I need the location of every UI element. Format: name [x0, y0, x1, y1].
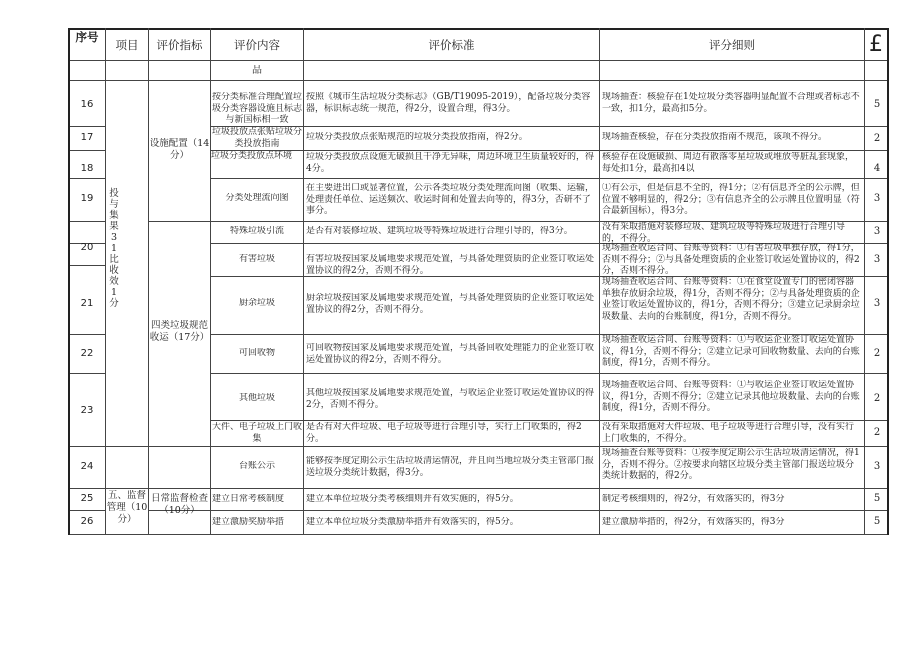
- row-content: 垃圾分类投放点环境: [211, 151, 293, 161]
- row-standard: 厨余垃圾按国家及属地要求规范处置，与具备处理资质的企业签订收运处置协议的得2分，否则不得分。: [306, 293, 595, 315]
- header-standard: 评价标准: [428, 38, 475, 52]
- row-divider: [210, 178, 888, 179]
- row-detail: 现场抽查核验，存在分类投放指南不规范，该项不得分。: [602, 132, 828, 142]
- row-content: 建立激励奖励举措: [212, 517, 285, 527]
- row-detail: 现场抽查收运合同、台账等资料：①与收运企业签订收运处置协议，得1分，否则不得分；②建立记录可回收物数量、去向的台账制度，得1分，否则不得分。: [602, 335, 860, 368]
- row-score: 5: [873, 493, 881, 504]
- row-divider: [210, 150, 888, 151]
- row-divider: [68, 488, 888, 489]
- row-score: 2: [873, 427, 881, 438]
- row-divider: [210, 373, 888, 374]
- row-standard: 能够按季度定期公示生活垃圾清运情况，并且向当地垃圾分类主管部门报送垃圾分类统计数据，得3分。: [306, 456, 595, 478]
- row-content: 分类处理流向图: [225, 193, 289, 203]
- row-content: 大件、电子垃圾上门收集: [212, 422, 302, 444]
- row-divider: [210, 126, 888, 127]
- continued-fragment: 品: [252, 65, 262, 76]
- row-content: 台账公示: [238, 461, 275, 471]
- row-content: 其他垃圾: [238, 393, 275, 403]
- row-detail: 制定考核细则的，得2分，有效落实的，得3分: [602, 494, 785, 504]
- row-score: 3: [873, 298, 881, 309]
- row-number: 17: [80, 132, 94, 143]
- row-number: 18: [80, 163, 94, 174]
- row-score: 2: [873, 393, 881, 404]
- row-divider: [148, 510, 888, 511]
- row-detail: ①有公示，但是信息不全的，得1分；②有信息齐全的公示牌，但位置不够明显的，得2分；③有信息齐全的公示牌且位置明显（符合最新国标），得3分。: [602, 183, 860, 216]
- project-collection: 投与集果 31 比 收 效 1分: [109, 188, 119, 309]
- header-item: 项目: [115, 38, 139, 52]
- row-number: 21: [80, 298, 94, 309]
- row-content: 垃圾投放点张贴垃圾分类投放指南: [212, 127, 302, 149]
- row-detail: 建立激励举措的，得2分，有效落实的，得3分: [602, 517, 785, 527]
- row-score: 4: [873, 163, 881, 174]
- row-standard: 垃圾分类投放点张贴规范的垃圾分类投放指南，得2分。: [306, 132, 528, 142]
- row-score: 5: [873, 99, 881, 110]
- row-divider: [68, 510, 105, 511]
- row-standard: 可回收物按国家及属地要求规范处置，与具备回收处理能力的企业签订收运处置协议的得2分，否则不得分。: [306, 343, 595, 365]
- row-detail: 没有采取措施对装修垃圾、建筑垃圾等特殊垃圾进行合理引导的，不得分。: [602, 222, 846, 244]
- header-divider: [68, 60, 888, 61]
- project-supervision: 五、监督管理（10分）: [106, 490, 148, 525]
- col-divider: [105, 28, 106, 535]
- row-score: 3: [873, 226, 881, 237]
- row-divider: [68, 334, 105, 335]
- row-divider: [68, 178, 105, 179]
- row-standard: 在主要进出口或显著位置，公示各类垃圾分类处理流向图（收集、运输，处理责任单位、运送频次、收运时间和处置去向等的，得3分，否研不了事分。: [306, 183, 595, 216]
- row-content: 可回收物: [238, 348, 275, 358]
- row-number: 24: [80, 461, 94, 472]
- header-score: £: [869, 32, 883, 57]
- col-divider: [599, 28, 600, 535]
- row-score: 3: [873, 461, 881, 472]
- row-divider: [68, 265, 105, 266]
- row-detail: 现场抽查：核验存在1处垃圾分类容器明显配置不合理或者标志不一致，扣1分，最高扣5分。: [602, 92, 860, 114]
- row-divider: [68, 80, 888, 81]
- table-border-bottom: [68, 534, 888, 535]
- header-content: 评价内容: [234, 38, 280, 52]
- row-detail: 核验存在设施破损、周边有散落零星垃圾或堆放等脏乱套现象，每处扣1分，最高扣4以: [602, 152, 855, 174]
- table-border-top: [68, 28, 888, 30]
- row-score: 3: [873, 193, 881, 204]
- row-divider: [210, 420, 888, 421]
- row-content: 有害垃圾: [238, 254, 275, 264]
- row-standard: 是否有对大件垃圾、电子垃圾等进行合理引导，实行上门收集的，得2分。: [306, 422, 582, 444]
- row-divider: [68, 446, 888, 447]
- header-detail: 评分细则: [709, 38, 755, 52]
- row-standard: 是否有对装修垃圾、建筑垃圾等特殊垃圾进行合理引导的，得3分。: [306, 226, 573, 236]
- row-content: 建立日常考核制度: [212, 494, 285, 504]
- row-content: 特殊垃圾引流: [229, 226, 284, 236]
- row-detail: 现场抽查收运合同、台账等资料：①与收运企业签订收运处置协议，得1分，否则不得分；②建立记录其他垃圾数量、去向的台账制度，得1分，否则不得分。: [602, 380, 860, 413]
- row-number: 16: [80, 99, 94, 110]
- row-content: 厨余垃圾: [238, 298, 275, 308]
- indicator-facility: 设施配置（14分）: [149, 138, 210, 161]
- indicator-transport: 四类垃圾规范收运（17分）: [149, 320, 210, 343]
- row-detail: 现场抽查台账等资料：①按季度定期公示生活垃圾清运情况，得1分，否则不得分。②按要求向辖区垃圾分类主管部门报送垃圾分类统计数据的，得2分。: [602, 448, 860, 481]
- row-standard: 建立本单位垃圾分类激励举措并有效落实的，得5分。: [306, 517, 519, 527]
- row-score: 3: [873, 254, 881, 265]
- row-detail: 现场抽查收运合同、台账等资料：①在食堂设置专门的密闭容器单独存放厨余垃圾，得1分，否则不得分；②与具备处理资质的企业签订收运处置协议的，得1分，否则不得分；③建立记录厨余垃圾数量、去向的台账制度，得1分，否则不得分。: [602, 277, 860, 322]
- row-divider: [68, 150, 105, 151]
- row-content: 按分类标准合理配置垃圾分类容器设施且标志与新国标相一致: [212, 92, 302, 125]
- header-seq: 序号: [75, 30, 99, 44]
- row-number: 23: [80, 405, 94, 416]
- row-score: 2: [873, 133, 881, 144]
- header-indicator: 评价指标: [156, 38, 203, 52]
- row-number: 20: [80, 242, 94, 253]
- row-standard: 有害垃圾按国家及属地要求规范处置，与具备处理资质的企业签订收运处置协议的得2分，否则不得分。: [306, 254, 595, 276]
- row-number: 25: [80, 493, 94, 504]
- row-number: 19: [80, 193, 94, 204]
- col-divider: [148, 28, 149, 535]
- row-detail: 现场抽查收运合同、台账等资料：①有害垃圾单独存放，得1分，否则不得分；②与具备处理资质的企业签订收运处置协议的，得2分，否则不得分。: [602, 243, 860, 276]
- row-score: 2: [873, 348, 881, 359]
- col-divider: [210, 28, 211, 535]
- row-divider: [68, 373, 105, 374]
- row-divider: [68, 126, 105, 127]
- row-standard: 垃圾分类投放点设施无破损且干净无异味，周边环境卫生质量较好的，得4分。: [306, 152, 595, 174]
- indicator-routine: 日常监督检查（10分）: [150, 493, 208, 516]
- row-standard: 建立本单位垃圾分类考核细则并有效实施的，得5分。: [306, 494, 519, 504]
- row-score: 5: [873, 516, 881, 527]
- row-divider: [68, 221, 105, 222]
- row-detail: 没有采取措施对大件垃圾、电子垃圾等进行合理引导，没有实行上门收集的，不得分。: [602, 422, 855, 444]
- row-standard: 按照《城市生活垃圾分类标志》（GB/T19095-2019），配备垃圾分类容器，标识标志统一规范，得2分，设置合理，得3分。: [306, 92, 591, 114]
- col-divider: [303, 28, 304, 535]
- row-number: 22: [80, 348, 94, 359]
- row-standard: 其他垃圾按国家及属地要求规范处置，与收运企业签订收运处置协议的得2分，否则不得分。: [306, 388, 595, 410]
- row-number: 26: [80, 516, 94, 527]
